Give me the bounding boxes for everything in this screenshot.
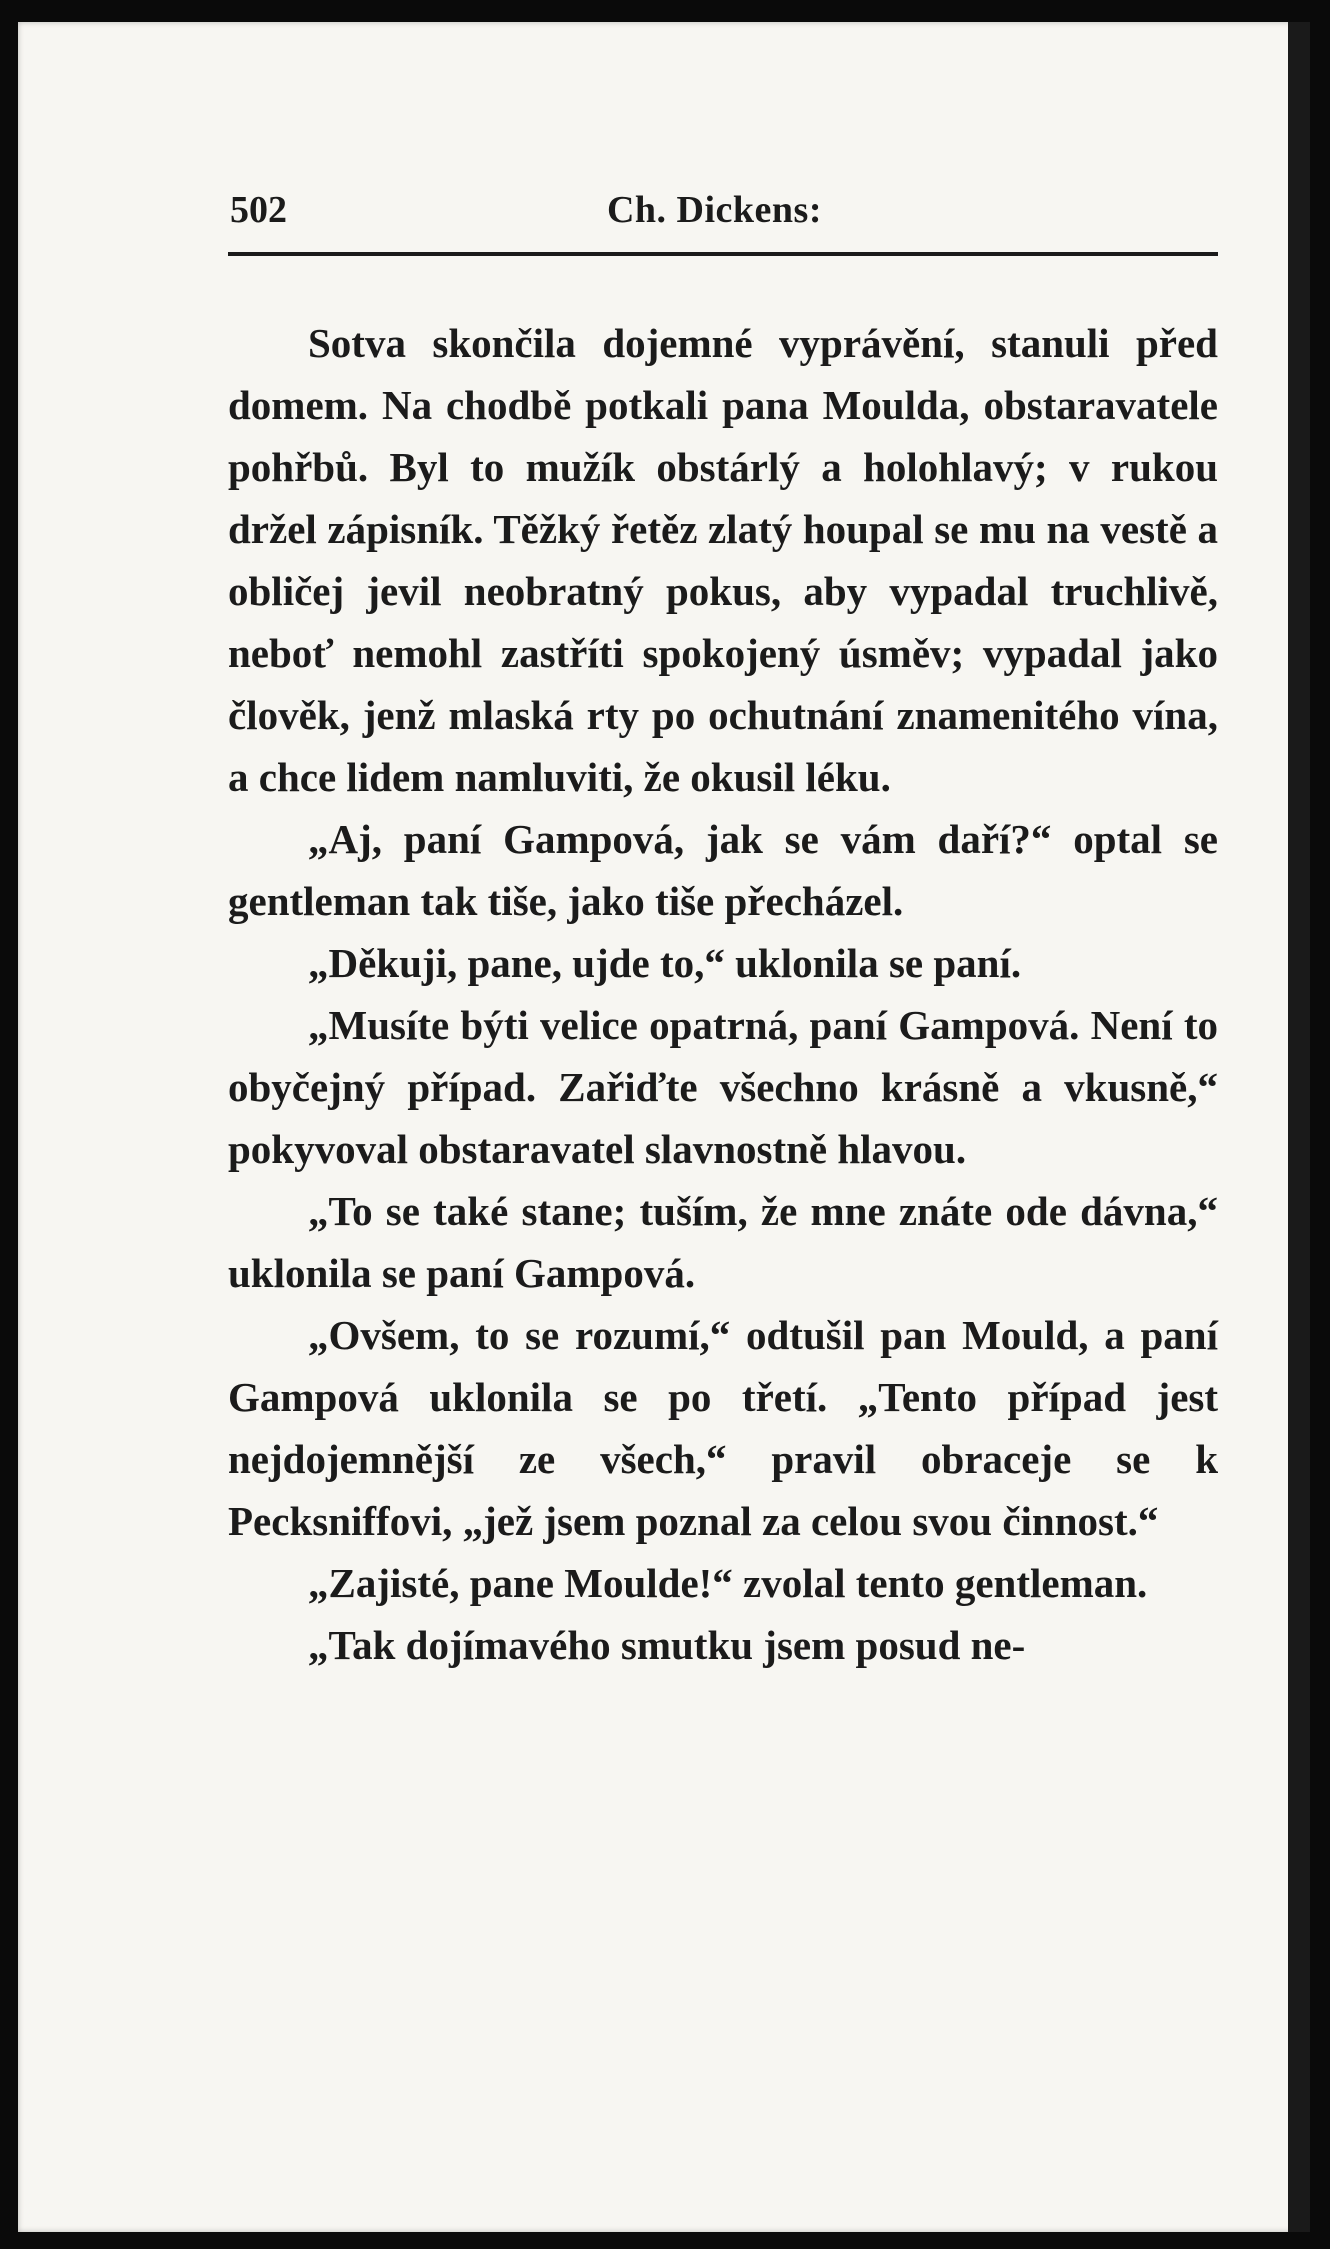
paragraph: „Ovšem, to se rozumí,“ odtušil pan Mould, a paní Gampová uklonila se po třetí. „Tento případ jest nejdojemnější ze všech,“ pravil obraceje se k Pecksniffovi, „jež jsem poznal za celou svou činnost.“	[228, 1312, 1218, 1544]
running-title: Ch. Dickens:	[606, 189, 823, 231]
paragraph: „Aj, paní Gampová, jak se vám daří?“ optal se gentleman tak tiše, jako tiše přecházel.	[228, 816, 1218, 924]
page-number: 502	[230, 189, 287, 231]
paragraph: „To se také stane; tuším, že mne znáte ode dávna,“ uklonila se paní Gampová.	[228, 1188, 1218, 1296]
paragraph: „Musíte býti velice opatrná, paní Gampová. Není to obyčejný případ. Zařiďte všechno krásně a vkusně,“ pokyvoval obstaravatel slavnostně hlavou.	[228, 1002, 1218, 1172]
body-text	[228, 312, 1218, 1676]
paragraph: Sotva skončila dojemné vyprávění, stanuli před domem. Na chodbě potkali pana Moulda, obstaravatele pohřbů. Byl to mužík obstárlý a holohlavý; v rukou držel zápisník. Těžký řetěz zlatý houpal se mu na vestě a obličej jevil neobratný pokus, aby vypadal truchlivě, neboť nemohl zastříti spokojený úsměv; vypadal jako člověk, jenž mlaská rty po ochutnání znamenitého vína, a chce lidem namluviti, že okusil léku.	[228, 320, 1218, 800]
paragraph: „Děkuji, pane, ujde to,“ uklonila se paní.	[308, 940, 1022, 986]
paragraph: „Tak dojímavého smutku jsem posud ne-	[308, 1622, 1026, 1668]
page-gutter-shadow	[1288, 22, 1310, 2232]
paragraph: „Zajisté, pane Moulde!“ zvolal tento gentleman.	[308, 1560, 1148, 1606]
page-header	[212, 188, 1217, 236]
header-rule	[228, 252, 1218, 256]
